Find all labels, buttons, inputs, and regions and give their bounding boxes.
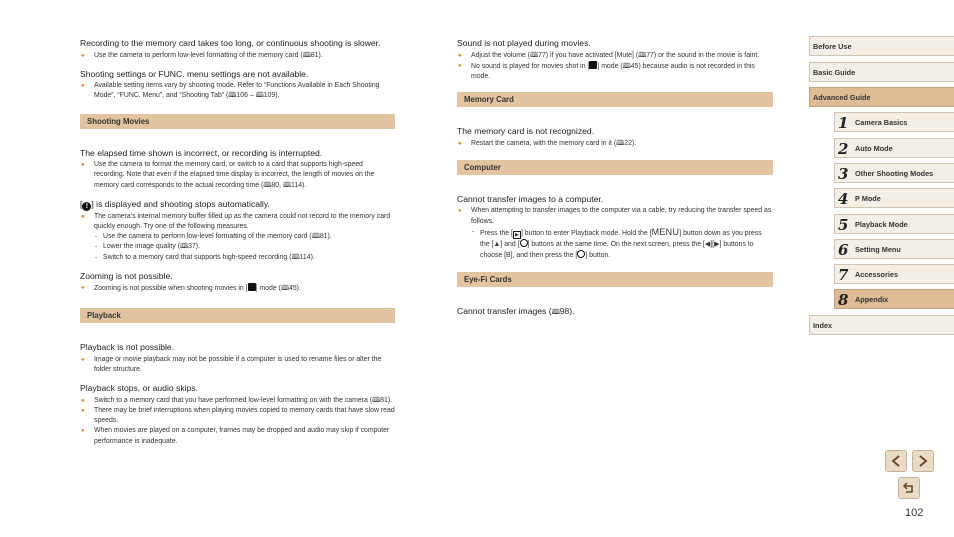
answer-item: ● Restart the camera, with the memory card in it (🕮22). — [457, 139, 773, 149]
nav-chapter-label: Playback Mode — [855, 220, 908, 229]
nav-chapter-1[interactable]: 1 Camera Basics — [834, 112, 954, 132]
book-icon: 🕮 — [372, 396, 381, 404]
question: The memory card is not recognized. — [457, 126, 595, 137]
answer-item: ● No sound is played for movies shot in [ ] mode (🕮45) because audio is not recorded in this mode. — [457, 61, 773, 82]
answer-item: ● Switch to a memory card that you have performed low-level formatting on with the camera (🕮81). — [80, 396, 395, 406]
prev-page-icon — [889, 454, 903, 468]
book-icon: 🕮 — [282, 181, 292, 189]
nav-chapter-label: Other Shooting Modes — [855, 169, 934, 178]
question: Shooting settings or FUNC. menu settings are not available. — [80, 68, 309, 79]
page-ref[interactable]: 77 — [646, 51, 654, 59]
page-number: 102 — [905, 507, 924, 519]
question: Zooming is not possible. — [80, 270, 173, 281]
answer-item: ● There may be brief interruptions when playing movies copied to memory cards that have slow read speeds. — [80, 406, 395, 426]
sub-item: - Lower the image quality (🕮37). — [94, 242, 395, 252]
up-arrow-icon: ▲ — [493, 240, 501, 248]
question: Recording to the memory card takes too long, or continuous shooting is slower. — [80, 38, 381, 48]
nav-chapter-label: Camera Basics — [855, 118, 908, 127]
nav-chapter-8[interactable]: 8 Appendix — [834, 289, 954, 309]
qa-card-not-recognized — [457, 126, 773, 149]
page-ref[interactable]: 37 — [188, 243, 196, 251]
page-ref[interactable]: 106 — [236, 92, 248, 100]
answer-item: ● Use the camera to format the memory card, or switch to a card that supports high-speed recording. Note that even if the elapsed time display is incorrect, the length of movies on the memory card corresponds to the actual recording time (🕮80, 🕮114). — [80, 160, 395, 191]
answer-item: ● Zooming is not possible when shooting movies in [ ] mode (🕮45). — [80, 283, 395, 294]
nav-chapter-2[interactable]: 2 Auto Mode — [834, 138, 954, 158]
answer-item: ● Adjust the volume (🕮77) if you have activated [Mute] (🕮77) or the sound in the movie is faint. — [457, 51, 773, 61]
book-icon: 🕮 — [291, 253, 300, 261]
nav-chapter-label: Setting Menu — [855, 245, 901, 254]
question: Playback stops, or audio skips. — [80, 383, 198, 394]
page-ref[interactable]: 81 — [319, 233, 328, 241]
func-set-icon — [520, 239, 528, 247]
page-ref[interactable]: 114 — [291, 181, 303, 189]
page-ref[interactable]: 80 — [271, 181, 280, 189]
qa-no-sound — [457, 38, 773, 82]
answer-item: ● Image or movie playback may not be possible if a computer is used to rename files or alter the folder structure. — [80, 355, 395, 375]
nav-chapter-label: Accessories — [855, 270, 899, 279]
page-ref[interactable]: 45 — [630, 62, 639, 70]
middle-column — [457, 38, 773, 327]
section-playback: Playback — [80, 308, 395, 323]
answer-item: ● Use the camera to perform low-level formatting of the memory card (🕮81). — [80, 51, 395, 61]
qa-cannot-transfer — [457, 194, 773, 262]
next-page-button[interactable] — [912, 450, 934, 472]
page-ref[interactable]: 81 — [310, 51, 319, 59]
question: [ ! ] is displayed and shooting stops automatically. — [80, 198, 270, 210]
qa-zooming — [80, 271, 395, 295]
answer-item: ● The camera’s internal memory buffer filled up as the camera could not record to the memory card quickly enough. Try one of the following measures. - Use the camera to perform low-level formatting of the memory card (🕮81). - Lower the image quality (🕮37). - Switch to a memory card that supports high-speed recording (🕮114). — [80, 212, 395, 263]
page-ref[interactable]: 114 — [299, 253, 311, 261]
answer-item: ● When attempting to transfer images to the computer via a cable, try reducing the transfer speed as follows. - Press the [ ▶ ] button to enter Playback mode. Hold the [MENU] button down as you press the [▲] and [ ] buttons at the same time. On the next screen, press the [◀][▶] buttons to choose [B], and then press the [ ] button. — [457, 206, 773, 261]
qa-settings-unavailable — [80, 69, 395, 102]
book-icon: 🕮 — [180, 243, 189, 251]
sub-item: - Press the [ ▶ ] button to enter Playback mode. Hold the [MENU] button down as you press the [▲] and [ ] buttons at the same time. On the next screen, press the [◀][▶] buttons to choose [B], and then press the [ ] button. — [471, 227, 773, 262]
page-ref[interactable]: 109 — [263, 92, 276, 100]
question: Cannot transfer images (🕮98). — [457, 306, 575, 317]
book-icon: 🕮 — [280, 285, 289, 293]
nav-chapter-6[interactable]: 6 Setting Menu — [834, 239, 954, 259]
nav-chapter-label: Appendix — [855, 295, 889, 304]
question: The elapsed time shown is incorrect, or recording is interrupted. — [80, 147, 323, 158]
section-shooting-movies: Shooting Movies — [80, 114, 395, 129]
nav-chapter-4[interactable]: 4 P Mode — [834, 188, 954, 208]
right-arrow-icon: ▶ — [714, 240, 720, 248]
answer-item: ● When movies are played on a computer, frames may be dropped and audio may skip if computer performance is inadequate. — [80, 426, 395, 446]
qa-playback-stops — [80, 383, 395, 447]
nav-chapter-7[interactable]: 7 Accessories — [834, 264, 954, 284]
page-ref[interactable]: 98 — [559, 306, 570, 317]
menu-button-icon: MENU — [651, 226, 680, 237]
movie-digest-mode-icon — [248, 283, 256, 291]
book-icon: 🕮 — [228, 92, 237, 100]
nav-basic-guide[interactable]: Basic Guide — [809, 62, 954, 82]
book-icon: 🕮 — [255, 92, 264, 100]
book-icon: 🕮 — [551, 309, 560, 317]
nav-chapter-5[interactable]: 5 Playback Mode — [834, 214, 954, 234]
nav-chapter-label: P Mode — [855, 194, 881, 203]
answer-item: ● Available setting items vary by shooting mode. Refer to “Functions Available in Each Shooting Mode”, “FUNC. Menu”, and “Shooting Tab” (🕮106 – 🕮109). — [80, 81, 395, 101]
sub-item: - Use the camera to perform low-level formatting of the memory card (🕮81). — [94, 232, 395, 242]
qa-card-slow — [80, 38, 395, 61]
page-ref[interactable]: 22 — [624, 139, 632, 147]
qa-elapsed-time — [80, 148, 395, 191]
page-ref[interactable]: 81 — [380, 396, 388, 404]
book-icon: 🕮 — [263, 181, 272, 189]
nav-index[interactable]: Index — [809, 315, 954, 335]
nav-chapter-label: Auto Mode — [855, 144, 893, 153]
page-ref[interactable]: 45 — [289, 285, 297, 293]
question: Playback is not possible. — [80, 342, 175, 353]
left-column — [80, 38, 395, 455]
nav-advanced-guide[interactable]: Advanced Guide — [809, 87, 954, 107]
return-icon — [902, 481, 916, 495]
book-icon: 🕮 — [638, 51, 647, 59]
return-button[interactable] — [898, 477, 920, 499]
qa-shooting-stops — [80, 199, 395, 263]
warning-icon: ! — [82, 202, 91, 211]
book-icon: 🕮 — [311, 233, 320, 241]
playback-button-icon: ▶ — [513, 231, 521, 239]
page-ref[interactable]: 77 — [538, 51, 546, 59]
prev-page-button[interactable] — [885, 450, 907, 472]
sub-item: - Switch to a memory card that supports high-speed recording (🕮114). — [94, 253, 395, 263]
book-icon: 🕮 — [302, 51, 311, 59]
next-page-icon — [916, 454, 930, 468]
nav-before-use[interactable]: Before Use — [809, 36, 954, 56]
question: Cannot transfer images to a computer. — [457, 193, 604, 204]
nav-chapter-3[interactable]: 3 Other Shooting Modes — [834, 163, 954, 183]
book-icon: 🕮 — [529, 51, 539, 59]
left-arrow-icon: ◀ — [704, 240, 711, 248]
book-icon: 🕮 — [616, 139, 625, 147]
section-memory-card: Memory Card — [457, 92, 773, 107]
section-eye-fi-cards: Eye-Fi Cards — [457, 272, 773, 287]
section-computer: Computer — [457, 160, 773, 175]
book-icon: 🕮 — [622, 62, 631, 70]
question: Sound is not played during movies. — [457, 38, 591, 48]
qa-eye-fi-transfer — [457, 306, 773, 319]
qa-playback-not-possible — [80, 342, 395, 375]
